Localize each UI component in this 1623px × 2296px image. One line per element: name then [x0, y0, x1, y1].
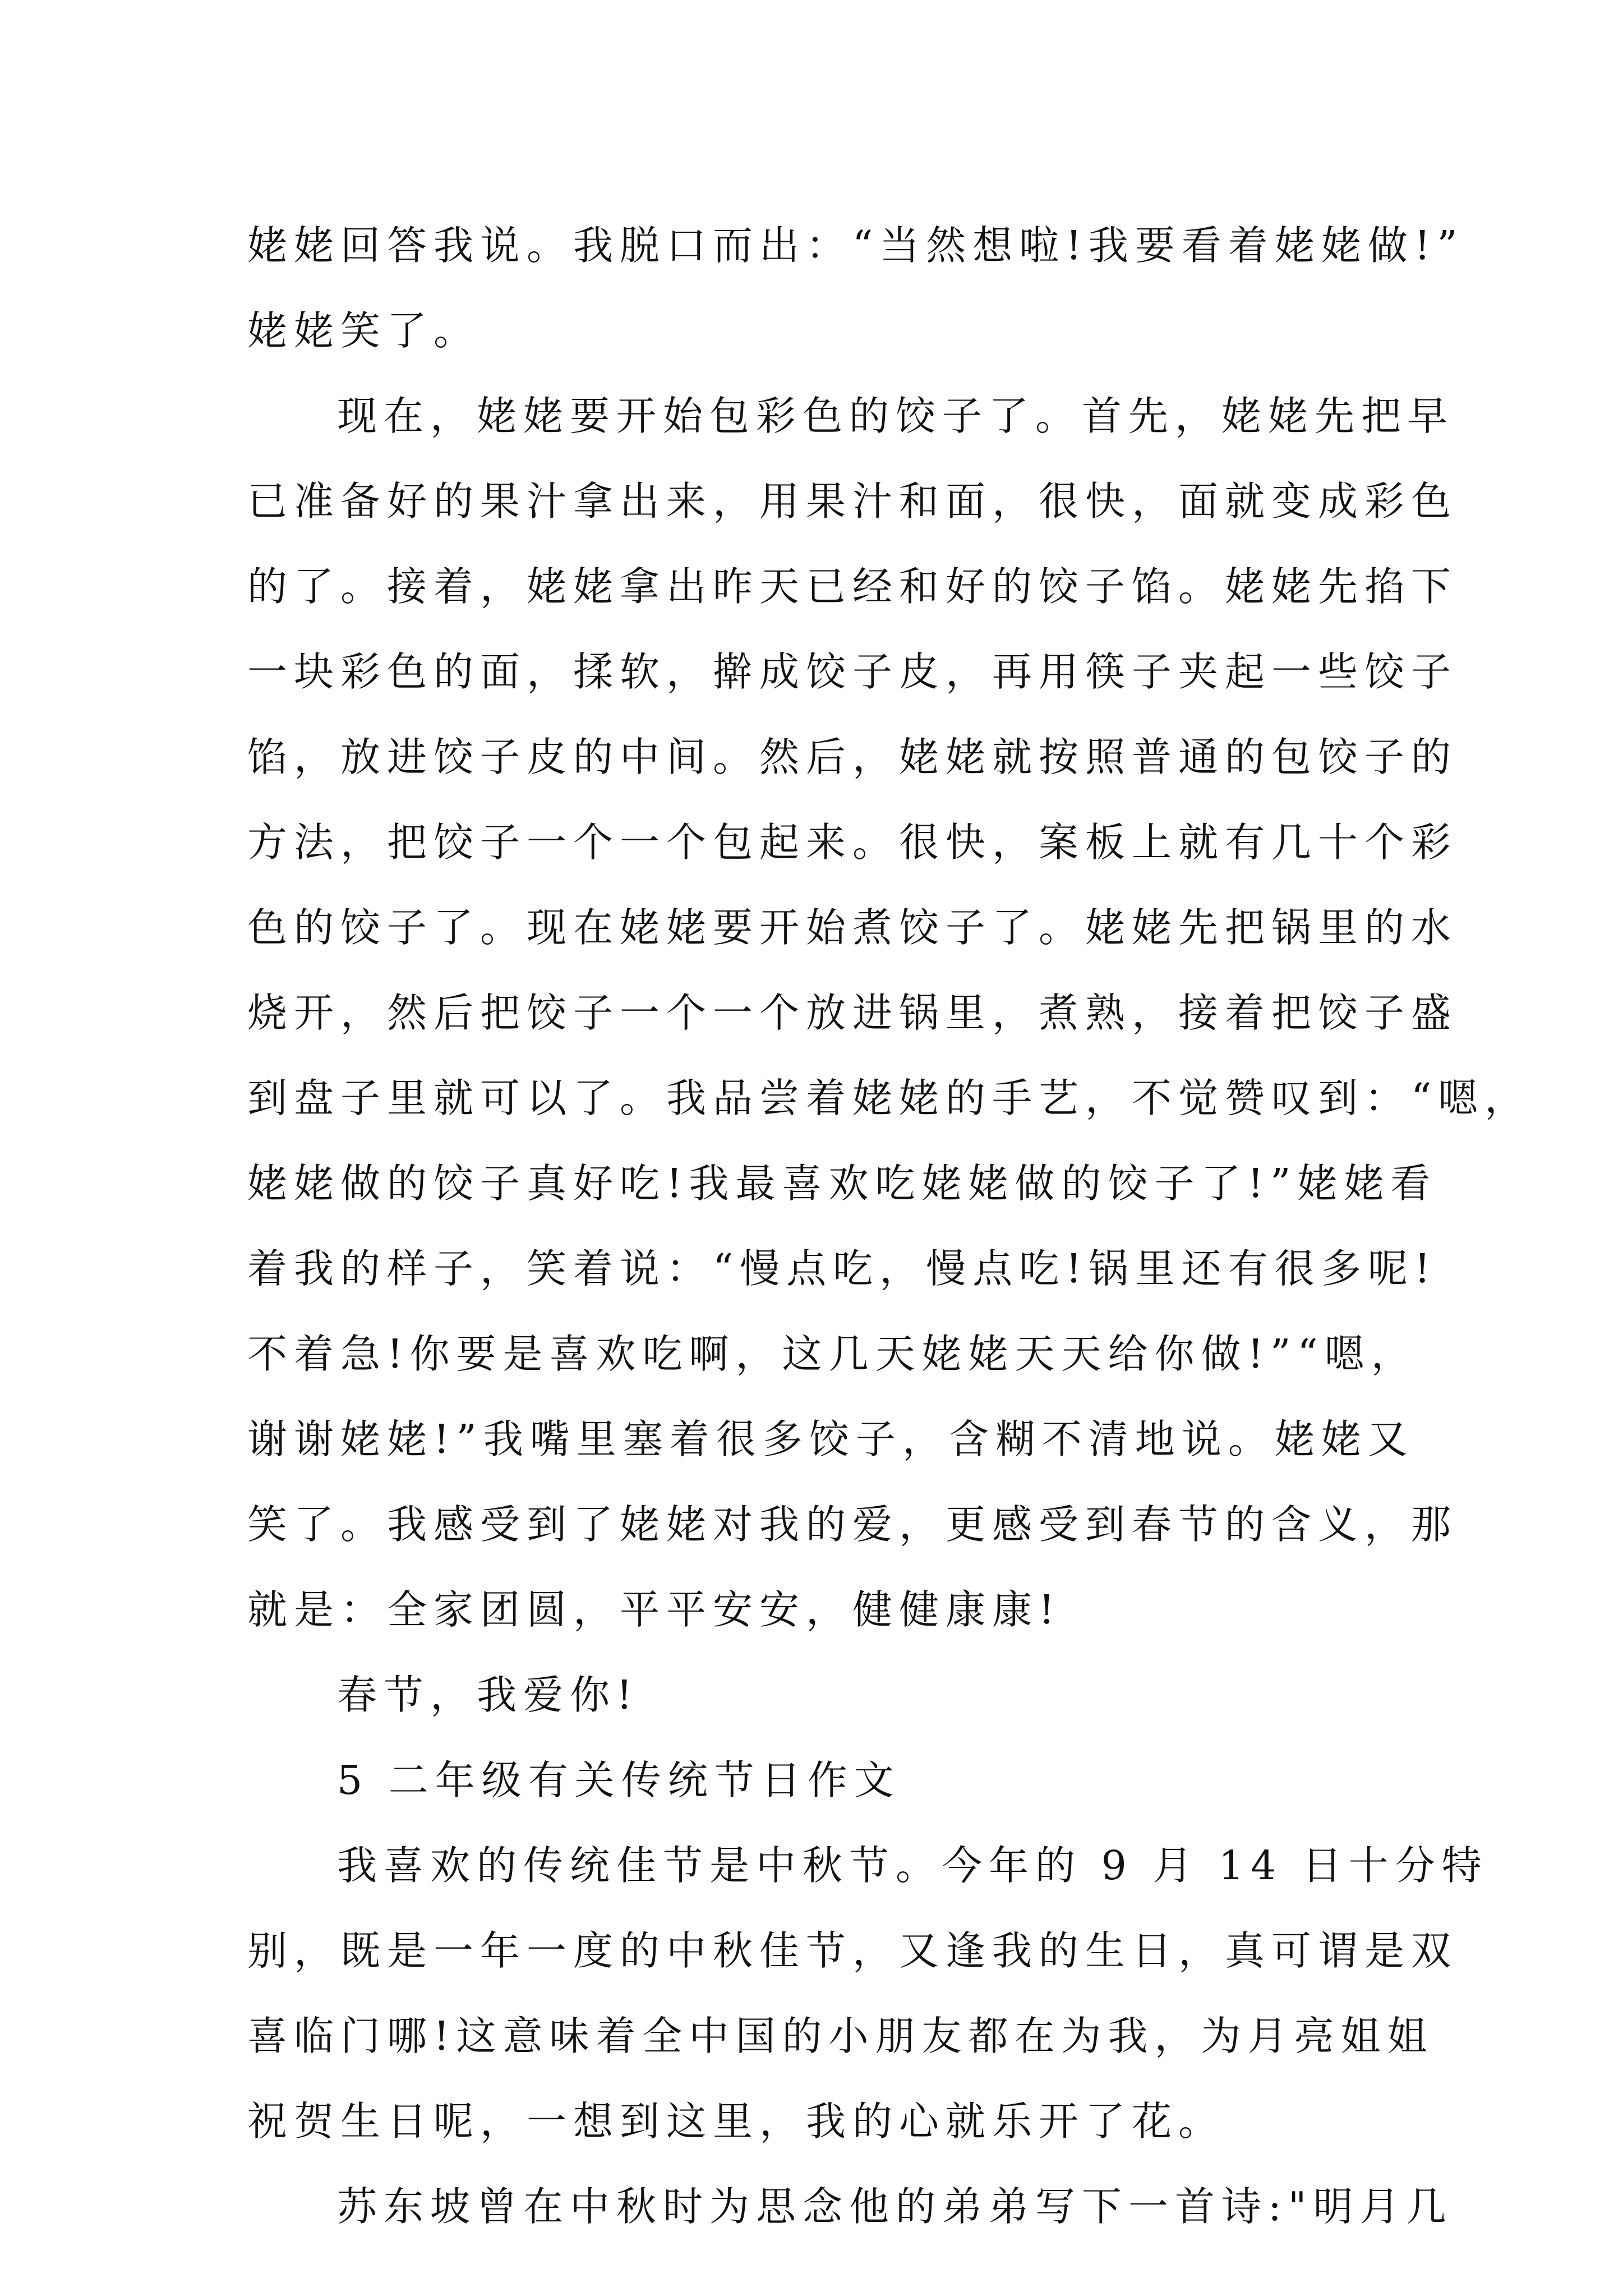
text-line: 笑了。我感受到了姥姥对我的爱，更感受到春节的含义，那	[247, 1501, 1458, 1548]
text-line: 就是：全家团圆，平平安安，健健康康!	[247, 1586, 1062, 1633]
paragraph-start-line: 我喜欢的传统佳节是中秋节。今年的 9 月 14 日十分特	[337, 1842, 1488, 1889]
text-line: 姥姥笑了。	[247, 307, 481, 354]
text-line: 姥姥回答我说。我脱口而出：“当然想啦!我要看着姥姥做!”	[247, 222, 1464, 269]
text-line: 馅，放进饺子皮的中间。然后，姥姥就按照普通的包饺子的	[247, 734, 1458, 780]
text-line: 不着急!你要是喜欢吃啊，这几天姥姥天天给你做!”“嗯，	[247, 1331, 1418, 1377]
essay-text	[247, 203, 1532, 2249]
paragraph-start-line: 苏东坡曾在中秋时为思念他的弟弟写下一首诗:"明月几	[337, 2183, 1453, 2230]
text-line: 烧开，然后把饺子一个一个放进锅里，煮熟，接着把饺子盛	[247, 990, 1458, 1036]
text-line: 已准备好的果汁拿出来，用果汁和面，很快，面就变成彩色	[247, 478, 1458, 524]
text-line: 姥姥做的饺子真好吃!我最喜欢吃姥姥做的饺子了!”姥姥看	[247, 1160, 1437, 1207]
text-line: 别，既是一年一度的中秋佳节，又逢我的生日，真可谓是双	[247, 1927, 1458, 1974]
text-line: 色的饺子了。现在姥姥要开始煮饺子了。姥姥先把锅里的水	[247, 904, 1458, 951]
section-heading: 5 二年级有关传统节日作文	[337, 1757, 901, 1803]
text-line: 喜临门哪!这意味着全中国的小朋友都在为我，为月亮姐姐	[247, 2013, 1434, 2059]
text-line: 一块彩色的面，揉软，擀成饺子皮，再用筷子夹起一些饺子	[247, 648, 1458, 695]
text-line: 着我的样子，笑着说：“慢点吃，慢点吃!锅里还有很多呢!	[247, 1245, 1437, 1292]
paragraph-start-line: 现在，姥姥要开始包彩色的饺子了。首先，姥姥先把早	[337, 393, 1455, 439]
paragraph-start-line: 春节，我爱你!	[337, 1672, 639, 1718]
text-line: 方法，把饺子一个一个包起来。很快，案板上就有几十个彩	[247, 819, 1458, 866]
text-line: 祝贺生日呢，一想到这里，我的心就乐开了花。	[247, 2098, 1225, 2145]
text-line: 的了。接着，姥姥拿出昨天已经和好的饺子馅。姥姥先掐下	[247, 563, 1458, 610]
text-line: 谢谢姥姥!”我嘴里塞着很多饺子，含糊不清地说。姥姥又	[247, 1416, 1414, 1462]
text-line: 到盘子里就可以了。我品尝着姥姥的手艺，不觉赞叹到：“嗯，	[247, 1075, 1532, 1121]
